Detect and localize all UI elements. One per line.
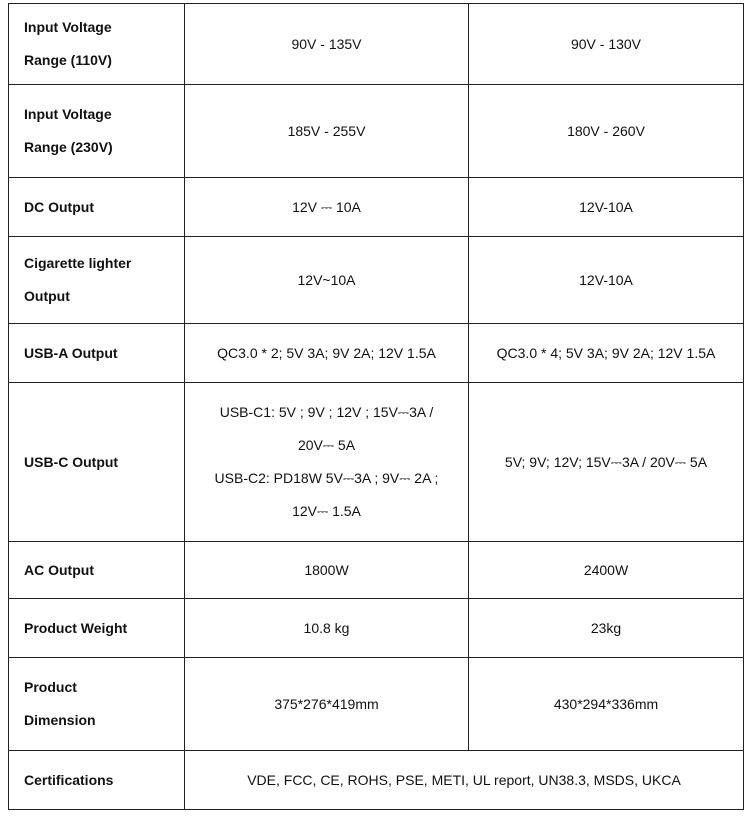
row-label: Input Voltage Range (110V) (9, 4, 185, 85)
value-cell-model-1: USB-C1: 5V ; 9V ; 12V ; 15V⎓3A / 20V⎓ 5A USB-C2: PD18W 5V⎓3A ; 9V⎓ 2A ; 12V⎓ 1.5A (185, 383, 469, 542)
value-cell-model-2: 5V; 9V; 12V; 15V⎓3A / 20V⎓ 5A (469, 383, 744, 542)
value-cell-model-1: 375*276*419mm (185, 658, 469, 751)
row-label: USB-A Output (9, 324, 185, 383)
table-row-usb-c-output (9, 383, 744, 542)
value-cell-model-2: 12V-10A (469, 237, 744, 324)
table-row-cigarette-lighter-output (9, 237, 744, 324)
table-row-input-voltage-110 (9, 4, 744, 85)
table-row-ac-output (9, 542, 744, 599)
table-row-product-dimension (9, 658, 744, 751)
value-cell-model-1: 10.8 kg (185, 599, 469, 658)
table-row-input-voltage-230 (9, 85, 744, 178)
table-row-dc-output (9, 178, 744, 237)
value-cell-model-2: 23kg (469, 599, 744, 658)
value-cell-model-1: 1800W (185, 542, 469, 599)
table-row-usb-a-output (9, 324, 744, 383)
row-label: USB-C Output (9, 383, 185, 542)
row-label: DC Output (9, 178, 185, 237)
value-cell-model-2: 90V - 130V (469, 4, 744, 85)
value-cell-model-2: 12V-10A (469, 178, 744, 237)
value-cell-model-1: QC3.0 * 2; 5V 3A; 9V 2A; 12V 1.5A (185, 324, 469, 383)
value-cell-model-2: 430*294*336mm (469, 658, 744, 751)
value-cell-model-2: 180V - 260V (469, 85, 744, 178)
value-cell-model-1: 90V - 135V (185, 4, 469, 85)
row-label: Cigarette lighter Output (9, 237, 185, 324)
table-row-product-weight (9, 599, 744, 658)
spec-table (8, 3, 744, 810)
value-cell-model-1: 12V~10A (185, 237, 469, 324)
value-cell-merged: VDE, FCC, CE, ROHS, PSE, METI, UL report, UN38.3, MSDS, UKCA (185, 751, 744, 810)
value-cell-model-1: 185V - 255V (185, 85, 469, 178)
row-label: Product Weight (9, 599, 185, 658)
row-label: Certifications (9, 751, 185, 810)
row-label: Product Dimension (9, 658, 185, 751)
row-label: Input Voltage Range (230V) (9, 85, 185, 178)
value-cell-model-1: 12V ⎓ 10A (185, 178, 469, 237)
value-cell-model-2: QC3.0 * 4; 5V 3A; 9V 2A; 12V 1.5A (469, 324, 744, 383)
value-cell-model-2: 2400W (469, 542, 744, 599)
row-label: AC Output (9, 542, 185, 599)
table-row-certifications (9, 751, 744, 810)
